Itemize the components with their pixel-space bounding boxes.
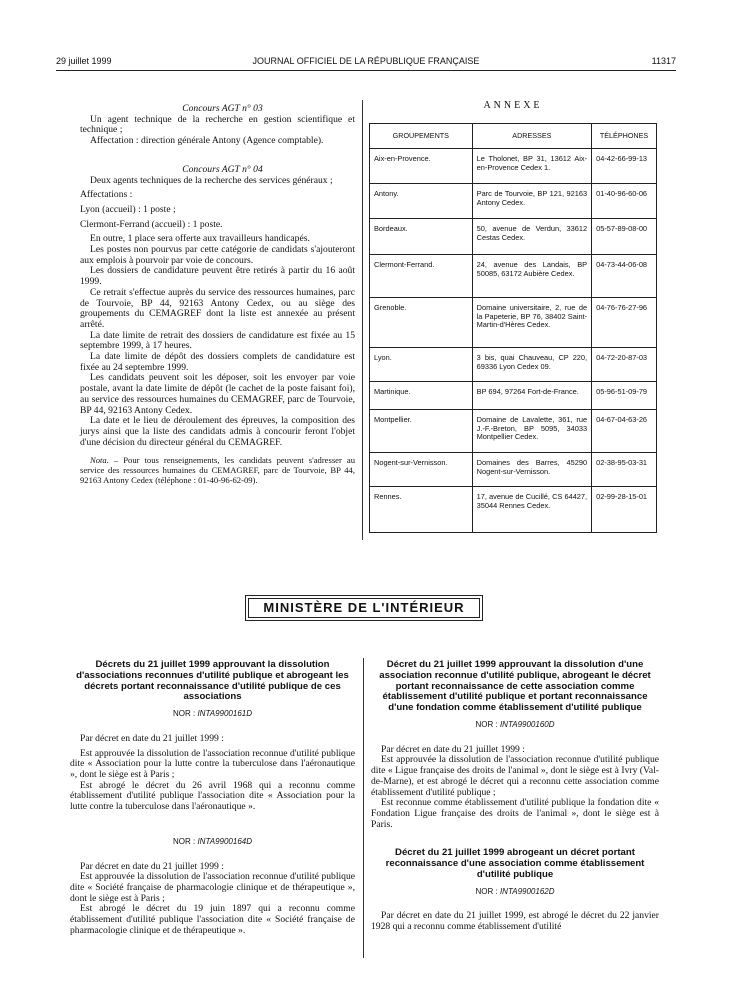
nor-label: NOR : xyxy=(475,886,500,896)
decret-fondation-intro: Par décret en date du 21 juillet 1999 : xyxy=(381,743,525,755)
decret2-abrogation: Est abrogé le décret du 19 juin 1897 qui a reconnu comme établissement d'utilité publique l'association dite « Société française de pharmacologie clinique et de thérapeutique ». xyxy=(70,903,355,936)
nor-code: INTA9900162D xyxy=(499,886,555,896)
cell-adresse: 17, avenue de Cucillé, CS 64427, 35044 Rennes Cedex. xyxy=(472,487,591,533)
paragraph-deroulement-epreuves: La date et le lieu de déroulement des épreuves, la composition des jurys ainsi que la liste des candidats admis à concourir feront l'objet d'une décision du directeur général du CEMAGREF. xyxy=(80,415,355,448)
concours-3-affectation: Affectation : direction générale Antony (Agence comptable). xyxy=(90,135,324,147)
decret1-abrogation: Est abrogé le décret du 26 avril 1968 qui a reconnu comme établissement d'utilité publique l'association dite « Association pour la lutte contre la tuberculose dans l'aéronautique ». xyxy=(70,779,355,813)
decret-title-1: Décret du 21 juillet 1999 approuvant la dissolution d'une association reconnue d'utilité publique, abrogeant le décret portant reconnaissance de cette association comme établissement d'utilité publique et portant reconnaissance d'une fondation comme établissement d'utilité publique xyxy=(379,659,651,714)
cell-groupement: Montpellier. xyxy=(370,410,473,453)
nor-label: NOR : xyxy=(172,836,198,846)
cell-telephone: 04-42-66-99-13 xyxy=(592,149,657,184)
paragraph-retrait-dossiers: Les dossiers de candidature peuvent être retirés à partir du 16 août 1999. xyxy=(80,265,355,288)
cell-telephone: 04-73-44-06-08 xyxy=(592,255,657,298)
paragraph-postes-non-pourvus: Les postes non pourvus par cette catégorie de candidats s'ajouteront aux emplois à pourvoir par voie de concours. xyxy=(80,244,355,266)
nor-reference xyxy=(371,887,659,898)
cell-groupement: Rennes. xyxy=(370,487,473,533)
decret-fondation-dissolution: Est approuvée la dissolution de l'association reconnue d'utilité publique dite « Ligue française des droits de l'animal », dont le siège est à Ivry (Val-de-Marne), et est abrogé le décret qui a reconnu cette association comme établissement d'utilité publique ; xyxy=(371,754,659,798)
cell-groupement: Bordeaux. xyxy=(370,219,473,255)
table-row xyxy=(370,348,657,382)
cell-telephone: 04-72-20-87-03 xyxy=(592,348,657,382)
header-groupements: GROUPEMENTS xyxy=(370,124,473,149)
concours-3-text: Un agent technique de la recherche en gestion scientifique et technique ; xyxy=(80,113,355,136)
affectation-clermont: Clermont-Ferrand (accueil) : 1 poste. xyxy=(80,218,223,230)
cell-adresse: 3 bis, quai Chauveau, CP 220, 69336 Lyon Cedex 09. xyxy=(472,348,591,382)
cell-telephone: 05-57-89-08-00 xyxy=(592,219,657,255)
ministry-heading-box xyxy=(245,595,483,621)
cell-adresse: 50, avenue de Verdun, 33612 Cestas Cedex. xyxy=(472,219,591,255)
cell-groupement: Lyon. xyxy=(370,348,473,382)
concours-3-title: Concours AGT n° 03 xyxy=(182,103,263,114)
bottom-column-divider xyxy=(363,658,364,958)
cell-groupement: Aix-en-Provence. xyxy=(370,149,473,184)
annex-header-row xyxy=(370,124,657,149)
running-header xyxy=(56,56,676,70)
cell-groupement: Martinique. xyxy=(370,382,473,410)
cell-adresse: 24, avenue des Landais, BP 50085, 63172 Aubière Cedex. xyxy=(472,255,591,298)
cell-adresse: BP 694, 97264 Fort-de-France. xyxy=(472,382,591,410)
bottom-left-column xyxy=(70,660,355,936)
cell-telephone: 04-67-04-63-26 xyxy=(592,410,657,453)
paragraph-handicapes: En outre, 1 place sera offerte aux travailleurs handicapés. xyxy=(90,233,310,245)
cell-groupement: Clermont-Ferrand. xyxy=(370,255,473,298)
table-row xyxy=(370,184,657,219)
paragraph-date-limite-depot: La date limite de dépôt des dossiers complets de candidature est fixée au 24 septembre 1999. xyxy=(80,351,355,373)
header-rule xyxy=(56,70,676,71)
nor-code: INTA9900164D xyxy=(197,836,252,846)
cell-telephone: 01-40-96-60-06 xyxy=(592,184,657,219)
cell-telephone: 02-38-95-03-31 xyxy=(592,453,657,487)
cell-adresse: Domaines des Barres, 45290 Nogent-sur-Vernisson. xyxy=(472,453,591,487)
header-page-number: 11317 xyxy=(651,56,676,66)
table-row xyxy=(370,298,657,348)
decret-title-2: Décret du 21 juillet 1999 abrogeant un décret portant reconnaissance d'une association comme établissement d'utilité publique xyxy=(385,847,645,880)
bottom-right-column xyxy=(371,660,659,933)
cell-adresse: Domaine de Lavalette, 361, rue J.-F.-Breton, BP 5095, 34033 Montpellier Cedex. xyxy=(472,410,591,453)
decret-fondation-reconnaissance: Est reconnue comme établissement d'utilité publique la fondation dite « Fondation Ligue française des droits de l'animal », dont le siège est à Paris. xyxy=(371,797,659,830)
cell-telephone: 04-76-76-27-96 xyxy=(592,298,657,348)
table-row xyxy=(370,255,657,298)
nota xyxy=(80,456,355,485)
nor-reference xyxy=(70,709,355,720)
table-row xyxy=(370,149,657,184)
cell-groupement: Nogent-sur-Vernisson. xyxy=(370,453,473,487)
affectations-label: Affectations : xyxy=(80,189,133,201)
table-row xyxy=(370,410,657,453)
cell-adresse: Parc de Tourvoie, BP 121, 92163 Antony Cedex. xyxy=(472,184,591,219)
affectation-lyon: Lyon (accueil) : 1 poste ; xyxy=(80,203,176,215)
nor-code: INTA9900160D xyxy=(499,719,555,729)
nor-reference xyxy=(371,720,659,731)
column-divider xyxy=(362,100,363,540)
cell-groupement: Grenoble. xyxy=(370,298,473,348)
cell-telephone: 05-96-51-09-79 xyxy=(592,382,657,410)
ministry-heading: MINISTÈRE DE L'INTÉRIEUR xyxy=(248,598,480,618)
cell-telephone: 02-99-28-15-01 xyxy=(592,487,657,533)
decret-abrogation-intro: Par décret en date du 21 juillet 1999, est abrogé le décret du 22 janvier 1928 qui a reconnu comme établissement d'utilité xyxy=(371,910,659,933)
annex-section xyxy=(369,100,657,533)
paragraph-lieu-retrait: Ce retrait s'effectue auprès du service des ressources humaines, parc de Tourvoie, BP 44, 92163 Antony Cedex, ou au siège des groupements du CEMAGREF dont la liste est annexée au présent arrêté. xyxy=(80,286,355,330)
annex-table xyxy=(369,123,657,533)
nor-code: INTA9900161D xyxy=(197,709,252,719)
header-date: 29 juillet 1999 xyxy=(56,56,112,66)
left-column xyxy=(80,104,355,486)
header-adresses: ADRESSES xyxy=(472,124,591,149)
paragraph-envoi-candidats: Les candidats peuvent soit les déposer, soit les envoyer par voie postale, avant la date limite de dépôt (le cachet de la poste faisant foi), au service des ressources humaines du CEMAGREF, parc de Tourvoie, BP 44, 92163 Antony Cedex. xyxy=(80,372,355,416)
header-journal-title: JOURNAL OFFICIEL DE LA RÉPUBLIQUE FRANÇAISE xyxy=(252,56,480,66)
nota-text: – Pour tous renseignements, les candidats peuvent s'adresser au service des ressources humaines du CEMAGREF, parc de Tourvoie, BP 44, 92163 Antony Cedex (téléphone : 01-40-96-62-09). xyxy=(80,455,355,485)
concours-4-title: Concours AGT n° 04 xyxy=(182,163,263,175)
table-row xyxy=(370,453,657,487)
table-row xyxy=(370,382,657,410)
nor-reference xyxy=(70,837,355,848)
nor-label: NOR : xyxy=(475,719,500,729)
nota-label: Nota. xyxy=(90,455,109,466)
header-telephones: TÉLÉPHONES xyxy=(592,124,657,149)
table-row xyxy=(370,487,657,533)
decret2-dissolution: Est approuvée la dissolution de l'association reconnue d'utilité publique dite « Société française de pharmacologie clinique et de thérapeutique », dont le siège est à Paris ; xyxy=(70,871,355,904)
concours-4-text: Deux agents techniques de la recherche des services généraux ; xyxy=(90,174,333,186)
decrets-title: Décrets du 21 juillet 1999 approuvant la dissolution d'associations reconnues d'utilité publique et abrogeant les décrets portant reconnaissance d'utilité publique de ces associations xyxy=(76,659,349,703)
cell-adresse: Le Tholonet, BP 31, 13612 Aix-en-Provence Cedex 1. xyxy=(472,149,591,184)
decret2-intro: Par décret en date du 21 juillet 1999 : xyxy=(80,860,224,872)
cell-groupement: Antony. xyxy=(370,184,473,219)
decret1-dissolution: Est approuvée la dissolution de l'association reconnue d'utilité publique dite « Association pour la lutte contre la tuberculose dans l'aéronautique », dont le siège est à Paris ; xyxy=(70,747,355,780)
nor-label: NOR : xyxy=(172,709,198,719)
cell-adresse: Domaine universitaire, 2, rue de la Papeterie, BP 76, 38402 Saint-Martin-d'Hères Cedex. xyxy=(472,298,591,348)
decret1-intro: Par décret en date du 21 juillet 1999 : xyxy=(80,732,224,744)
table-row xyxy=(370,219,657,255)
annex-title: ANNEXE xyxy=(483,100,543,111)
paragraph-date-limite-retrait: La date limite de retrait des dossiers de candidature est fixée au 15 septembre 1999, à 17 heures. xyxy=(80,329,355,352)
